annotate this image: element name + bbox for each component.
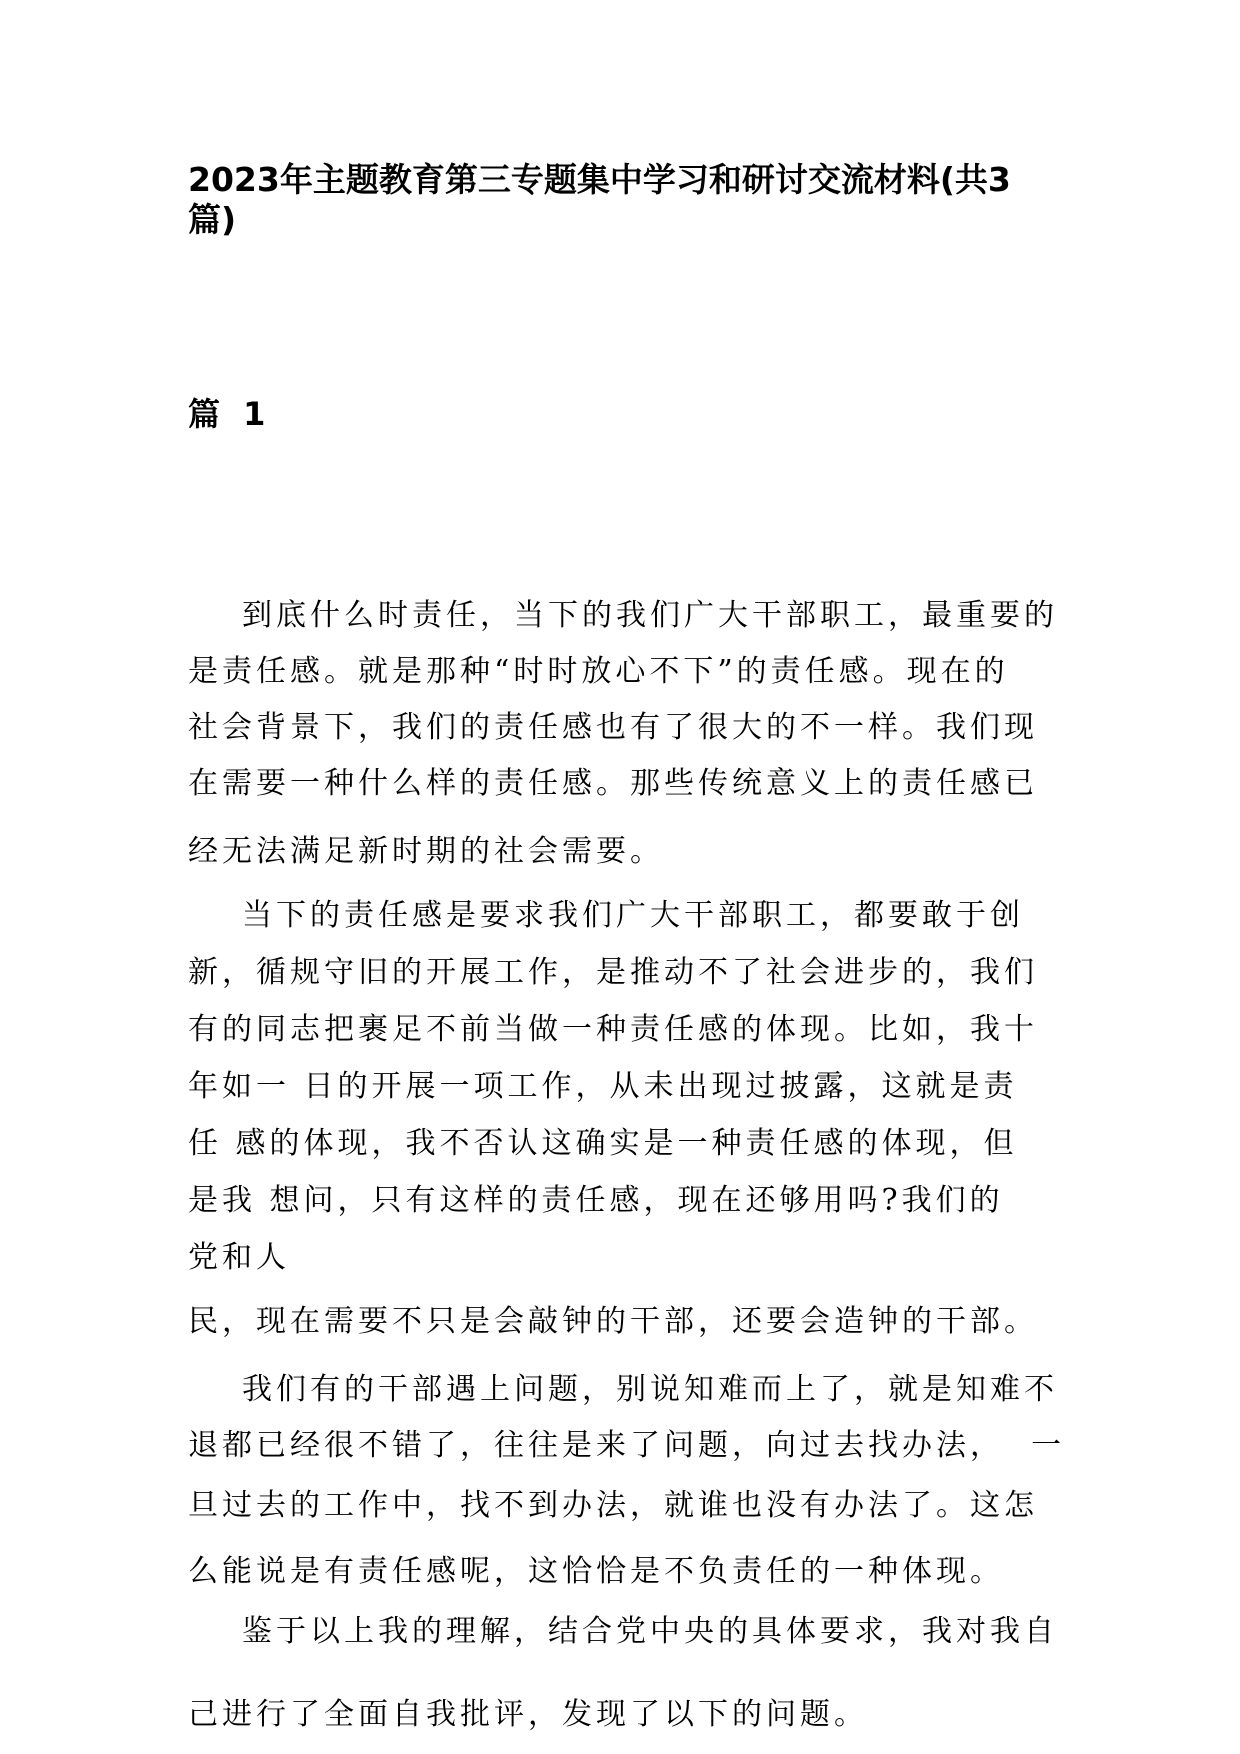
- body-line: 年如一 日的开展一项工作，从未出现过披露，这就是责: [188, 1069, 1018, 1104]
- body-line: 鉴于以上我的理解，结合党中央的具体要求，我对我自: [242, 1614, 1058, 1649]
- body-line: 己进行了全面自我批评，发现了以下的问题。: [188, 1697, 868, 1732]
- body-line: 么能说是有责任感呢，这恰恰是不负责任的一种体现。: [188, 1554, 1004, 1589]
- body-line: 到底什么时责任，当下的我们广大干部职工，最重要的: [242, 598, 1058, 633]
- body-line: 有的同志把裹足不前当做一种责任感的体现。比如，我十: [188, 1012, 1038, 1047]
- title-line-2: 篇): [188, 200, 237, 239]
- body-line: 是我 想问，只有这样的责任感，现在还够用吗?我们的: [188, 1183, 1004, 1218]
- section-heading: 篇 1: [188, 395, 272, 433]
- body-line: 是责任感。就是那种“时时放心不下”的责任感。现在的: [188, 654, 1009, 689]
- body-line: 民，现在需要不只是会敲钟的干部，还要会造钟的干部。: [188, 1304, 1038, 1339]
- body-line: 当下的责任感是要求我们广大干部职工，都要敢于创: [242, 898, 1024, 933]
- body-line: 任 感的体现，我不否认这确实是一种责任感的体现，但: [188, 1126, 1018, 1161]
- body-line: 我们有的干部遇上问题，别说知难而上了，就是知难不: [242, 1372, 1058, 1407]
- body-line: 退都已经很不错了，往往是来了问题，向过去找办法， 一: [188, 1428, 1066, 1463]
- body-line: 经无法满足新时期的社会需要。: [188, 834, 664, 869]
- title-line-1: 2023年主题教育第三专题集中学习和研讨交流材料(共3: [188, 160, 1011, 199]
- body-line: 新，循规守旧的开展工作，是推动不了社会进步的，我们: [188, 955, 1038, 990]
- body-line: 旦过去的工作中，找不到办法，就谁也没有办法了。这怎: [188, 1488, 1038, 1523]
- body-line: 社会背景下，我们的责任感也有了很大的不一样。我们现: [188, 710, 1038, 745]
- body-line: 在需要一种什么样的责任感。那些传统意义上的责任感已: [188, 766, 1038, 801]
- body-line: 党和人: [188, 1240, 290, 1275]
- document-title: [188, 160, 1048, 240]
